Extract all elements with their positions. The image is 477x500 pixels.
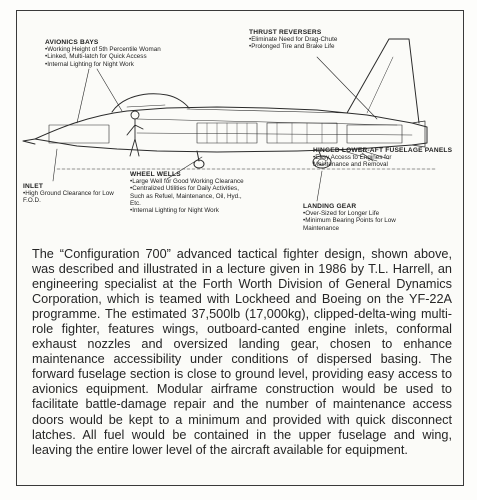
fuselage-outline	[35, 107, 427, 152]
callout-item: • Prolonged Tire and Brake Life	[249, 43, 337, 50]
callout-item: • Centralized Utilities for Daily Activities, Such as Refuel, Maintenance, Oil, Hyd., Etc.	[130, 185, 248, 207]
callout-thrust-reversers	[249, 29, 337, 51]
callout-item: • Easy Access to Engines for Maintenance and Removal	[313, 154, 425, 168]
callout-item: • Large Well for Good Working Clearance	[130, 178, 248, 185]
callout-avionics-bays	[45, 39, 161, 68]
callout-title: AVIONICS BAYS	[45, 39, 99, 46]
article-clipping	[16, 10, 464, 486]
callout-hinged-panels	[313, 147, 452, 169]
callout-item: • Working Height of 5th Percentile Woman	[45, 46, 161, 53]
callout-item: • High Ground Clearance for Low F.O.D.	[23, 190, 123, 204]
callout-item: • Eliminate Need for Drag-Chute	[249, 36, 337, 43]
callout-item: • Internal Lighting for Night Work	[45, 61, 161, 68]
callout-title: WHEEL WELLS	[130, 171, 181, 178]
callout-landing-gear	[303, 203, 423, 232]
callout-item: • Over-Sized for Longer Life	[303, 210, 423, 217]
callout-title: LANDING GEAR	[303, 203, 357, 210]
vertical-tail	[347, 39, 419, 123]
callout-item: • Minimum Bearing Points for Low Maintenance	[303, 217, 423, 231]
callout-title: THRUST REVERSERS	[249, 29, 322, 36]
callout-item: • Linked, Multi-latch for Quick Access	[45, 53, 161, 60]
callout-title: INLET	[23, 183, 44, 190]
callout-item: • Internal Lighting for Night Work	[130, 207, 248, 214]
callout-title: HINGED LOWER-AFT FUSELAGE PANELS	[313, 147, 453, 154]
callout-inlet	[23, 183, 123, 205]
callout-wheel-wells	[130, 171, 248, 214]
nose-cone	[23, 139, 35, 144]
article-body-text: The “Configuration 700” advanced tactical fighter design, shown above, was described and illustrated in a lecture given in 1986 by T.L. Harrell, an engineering specialist at the Forth Worth Division of General Dynamics Corporation, which is teamed with Lockheed and Boeing on the YF-22A programme. The estimated 37,500lb (17,000kg), clipped-delta-wing multi-role fighter, features wings, outboard-canted engine inlets, conformal exhaust nozzles and oversized landing gear, chosen to enhance maintenance accessibility under conditions of dispersed basing. The forward fuselage section is close to ground level, providing easy access to avionics equipment. Modular airframe construction would be used to facilitate battle-damage repair and the number of maintenance access doors would be kept to a minimum and provided with quick disconnect latches. All fuel would be contained in the upper fuselage and wing, leaving the entire lower level of the aircraft available for equipment.	[32, 247, 452, 457]
